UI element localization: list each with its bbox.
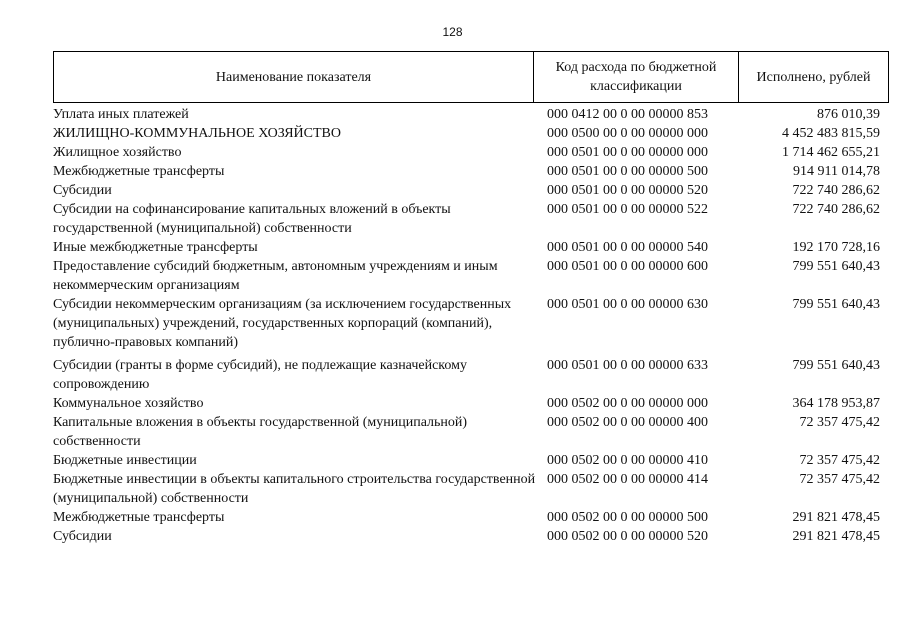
row-amount: 291 821 478,45 [792,529,880,544]
row-code: 000 0501 00 0 00 00000 600 [547,259,708,274]
row-name: Межбюджетные трансферты [53,510,225,525]
table-row [53,238,889,257]
table-row [53,162,889,181]
row-amount: 1 714 462 655,21 [782,145,880,160]
row-name: Уплата иных платежей [53,107,189,122]
table-row [53,394,889,413]
row-amount: 192 170 728,16 [792,240,880,255]
row-amount: 876 010,39 [817,107,880,122]
row-code: 000 0501 00 0 00 00000 630 [547,297,708,312]
table-row [53,413,889,451]
row-name: Межбюджетные трансферты [53,164,225,179]
row-code: 000 0501 00 0 00 00000 633 [547,358,708,373]
row-name: Субсидии [53,183,112,198]
row-code: 000 0502 00 0 00 00000 500 [547,510,708,525]
row-name: Субсидии [53,529,112,544]
row-code: 000 0501 00 0 00 00000 522 [547,202,708,217]
table-row [53,451,889,470]
table-row [53,508,889,527]
table-row [53,105,889,124]
row-amount: 72 357 475,42 [799,415,880,430]
row-name: Предоставление субсидий бюджетным, автономным учреждениям и иным некоммерческим организациям [53,259,498,293]
column-header-code: Код расхода по бюджетной классификации [534,52,739,102]
row-name: Субсидии некоммерческим организациям (за исключением государственных (муниципальных) учреждений, государственных корпораций (компаний), публично-правовых компаний) [53,297,512,350]
column-header-name: Наименование показателя [54,52,534,102]
row-name: Бюджетные инвестиции [53,453,197,468]
row-name: Субсидии (гранты в форме субсидий), не подлежащие казначейскому сопровождению [53,358,467,392]
row-code: 000 0502 00 0 00 00000 000 [547,396,708,411]
row-name: Капитальные вложения в объекты государственной (муниципальной) собственности [53,415,468,449]
row-amount: 722 740 286,62 [792,202,880,217]
row-amount: 364 178 953,87 [792,396,880,411]
row-amount: 799 551 640,43 [792,259,880,274]
row-code: 000 0502 00 0 00 00000 520 [547,529,708,544]
row-amount: 799 551 640,43 [792,297,880,312]
row-amount: 72 357 475,42 [799,472,880,487]
row-code: 000 0502 00 0 00 00000 410 [547,453,708,468]
row-code: 000 0501 00 0 00 00000 000 [547,145,708,160]
row-amount: 4 452 483 815,59 [782,126,880,141]
row-amount: 799 551 640,43 [792,358,880,373]
row-code: 000 0501 00 0 00 00000 500 [547,164,708,179]
table-row [53,124,889,143]
row-name: ЖИЛИЩНО-КОММУНАЛЬНОЕ ХОЗЯЙСТВО [53,126,341,141]
row-amount: 914 911 014,78 [793,164,880,179]
row-amount: 722 740 286,62 [792,183,880,198]
row-code: 000 0501 00 0 00 00000 520 [547,183,708,198]
table-row [53,356,889,394]
row-amount: 72 357 475,42 [799,453,880,468]
row-code: 000 0502 00 0 00 00000 400 [547,415,708,430]
row-code: 000 0500 00 0 00 00000 000 [547,126,708,141]
table-row [53,295,889,352]
row-name: Бюджетные инвестиции в объекты капитального строительства государственной (муниципальной) собственности [53,472,536,506]
column-header-amount: Исполнено, рублей [756,69,871,85]
table-row [53,470,889,508]
table-header [53,51,889,103]
table-row [53,200,889,238]
row-name: Иные межбюджетные трансферты [53,240,258,255]
row-code: 000 0412 00 0 00 00000 853 [547,107,708,122]
table-row [53,527,889,546]
table-row [53,257,889,295]
row-name: Коммунальное хозяйство [53,396,204,411]
table-row [53,143,889,162]
row-name: Жилищное хозяйство [53,145,182,160]
table-row [53,181,889,200]
row-amount: 291 821 478,45 [792,510,880,525]
row-code: 000 0502 00 0 00 00000 414 [547,472,708,487]
page-number: 128 [442,25,463,39]
row-code: 000 0501 00 0 00 00000 540 [547,240,708,255]
table-body [53,105,889,546]
row-name: Субсидии на софинансирование капитальных вложений в объекты государственной (муниципальной) собственности [53,202,451,236]
